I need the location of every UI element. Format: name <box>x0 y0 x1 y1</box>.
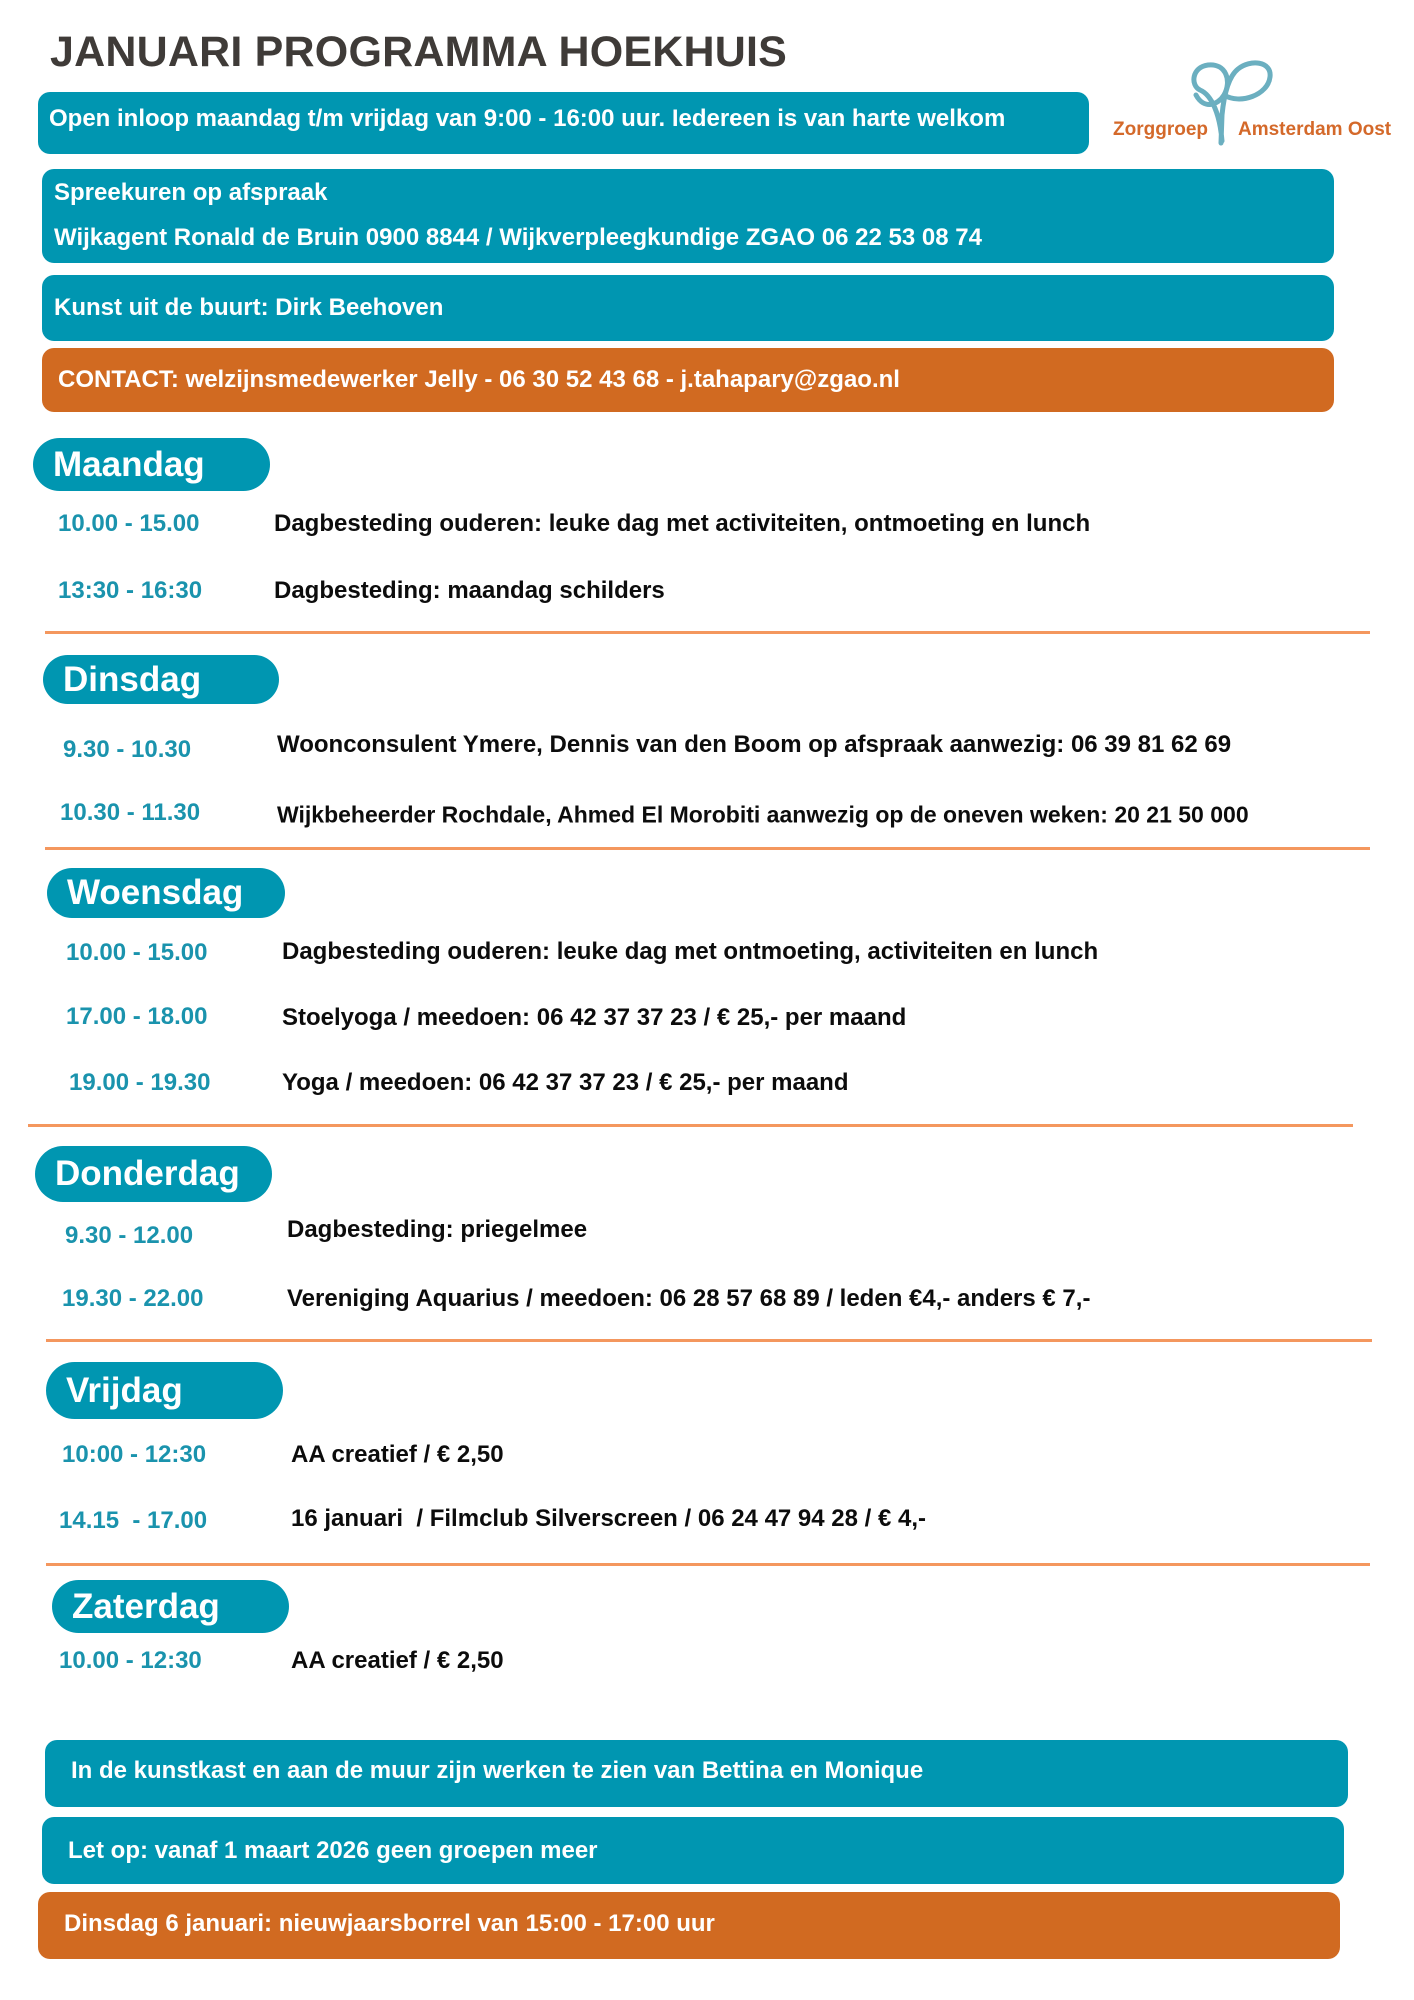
time-slot: 17.00 - 18.00 <box>66 1003 208 1030</box>
day-header-zaterdag: Zaterdag <box>52 1580 289 1633</box>
time-slot: 9.30 - 10.30 <box>63 736 192 763</box>
activity-description: Stoelyoga / meedoen: 06 42 37 37 23 / € 25,- per maand <box>282 1004 907 1031</box>
kunst-banner <box>42 275 1334 341</box>
activity-description: Vereniging Aquarius / meedoen: 06 28 57 68 89 / leden €4,- anders € 7,- <box>287 1285 1091 1312</box>
contact-text: CONTACT: welzijnsmedewerker Jelly - 06 30 52 43 68 - j.tahapary@zgao.nl <box>58 366 900 393</box>
activity-description: Dagbesteding: maandag schilders <box>274 577 665 604</box>
section-divider <box>45 847 1370 850</box>
time-slot: 9.30 - 12.00 <box>65 1222 194 1249</box>
time-slot: 10.00 - 12:30 <box>59 1647 202 1674</box>
open-inloop-text: Open inloop maandag t/m vrijdag van 9:00 - 16:00 uur. Iedereen is van harte welkom <box>49 105 1006 132</box>
nieuwjaarsborrel-banner <box>38 1892 1340 1959</box>
logo <box>1100 55 1400 155</box>
time-slot: 19.00 - 19.30 <box>69 1069 211 1096</box>
time-slot: 10.30 - 11.30 <box>60 799 201 826</box>
day-header-maandag: Maandag <box>33 438 270 491</box>
spreekuren-banner <box>42 169 1334 263</box>
time-slot: 10.00 - 15.00 <box>58 510 200 537</box>
time-slot: 13:30 - 16:30 <box>58 577 203 604</box>
activity-description: AA creatief / € 2,50 <box>291 1647 504 1674</box>
activity-description: AA creatief / € 2,50 <box>291 1441 504 1468</box>
logo-text-right: Amsterdam Oost <box>1238 119 1392 140</box>
let-op-text: Let op: vanaf 1 maart 2026 geen groepen meer <box>68 1837 598 1864</box>
activity-description: Yoga / meedoen: 06 42 37 37 23 / € 25,- per maand <box>282 1069 849 1096</box>
activity-description: Dagbesteding ouderen: leuke dag met activiteiten, ontmoeting en lunch <box>274 510 1091 537</box>
kunstkast-text: In de kunstkast en aan de muur zijn werken te zien van Bettina en Monique <box>71 1757 924 1784</box>
page-title: JANUARI PROGRAMMA HOEKHUIS <box>50 28 788 76</box>
time-slot: 10:00 - 12:30 <box>62 1441 207 1468</box>
section-divider <box>46 1563 1370 1566</box>
day-header-donderdag: Donderdag <box>35 1146 272 1202</box>
activity-description: Dagbesteding: priegelmee <box>287 1216 588 1243</box>
time-slot: 10.00 - 15.00 <box>66 939 208 966</box>
spreekuren-title: Spreekuren op afspraak <box>54 179 328 206</box>
activity-description: Wijkbeheerder Rochdale, Ahmed El Morobiti aanwezig op de oneven weken: 20 21 50 000 <box>277 801 1249 828</box>
section-divider <box>46 1339 1372 1342</box>
logo-text-left: Zorggroep <box>1113 119 1208 140</box>
activity-description: Dagbesteding ouderen: leuke dag met ontmoeting, activiteiten en lunch <box>282 938 1099 965</box>
day-header-vrijdag: Vrijdag <box>46 1362 283 1419</box>
kunst-text: Kunst uit de buurt: Dirk Beehoven <box>54 294 444 321</box>
day-header-dinsdag: Dinsdag <box>43 655 279 704</box>
open-inloop-banner <box>38 92 1089 154</box>
spreekuren-contacts: Wijkagent Ronald de Bruin 0900 8844 / Wijkverpleegkundige ZGAO 06 22 53 08 74 <box>54 224 982 251</box>
activity-description: Woonconsulent Ymere, Dennis van den Boom op afspraak aanwezig: 06 39 81 62 69 <box>277 731 1232 758</box>
section-divider <box>45 631 1370 634</box>
time-slot: 14.15 - 17.00 <box>59 1507 208 1534</box>
kunstkast-banner <box>45 1740 1348 1807</box>
time-slot: 19.30 - 22.00 <box>62 1285 204 1312</box>
contact-banner <box>42 348 1334 412</box>
activity-description: 16 januari / Filmclub Silverscreen / 06 24 47 94 28 / € 4,- <box>291 1505 927 1532</box>
let-op-banner <box>42 1817 1344 1884</box>
nieuwjaarsborrel-text: Dinsdag 6 januari: nieuwjaarsborrel van 15:00 - 17:00 uur <box>64 1910 715 1937</box>
day-header-woensdag: Woensdag <box>47 868 285 918</box>
section-divider <box>28 1124 1353 1127</box>
